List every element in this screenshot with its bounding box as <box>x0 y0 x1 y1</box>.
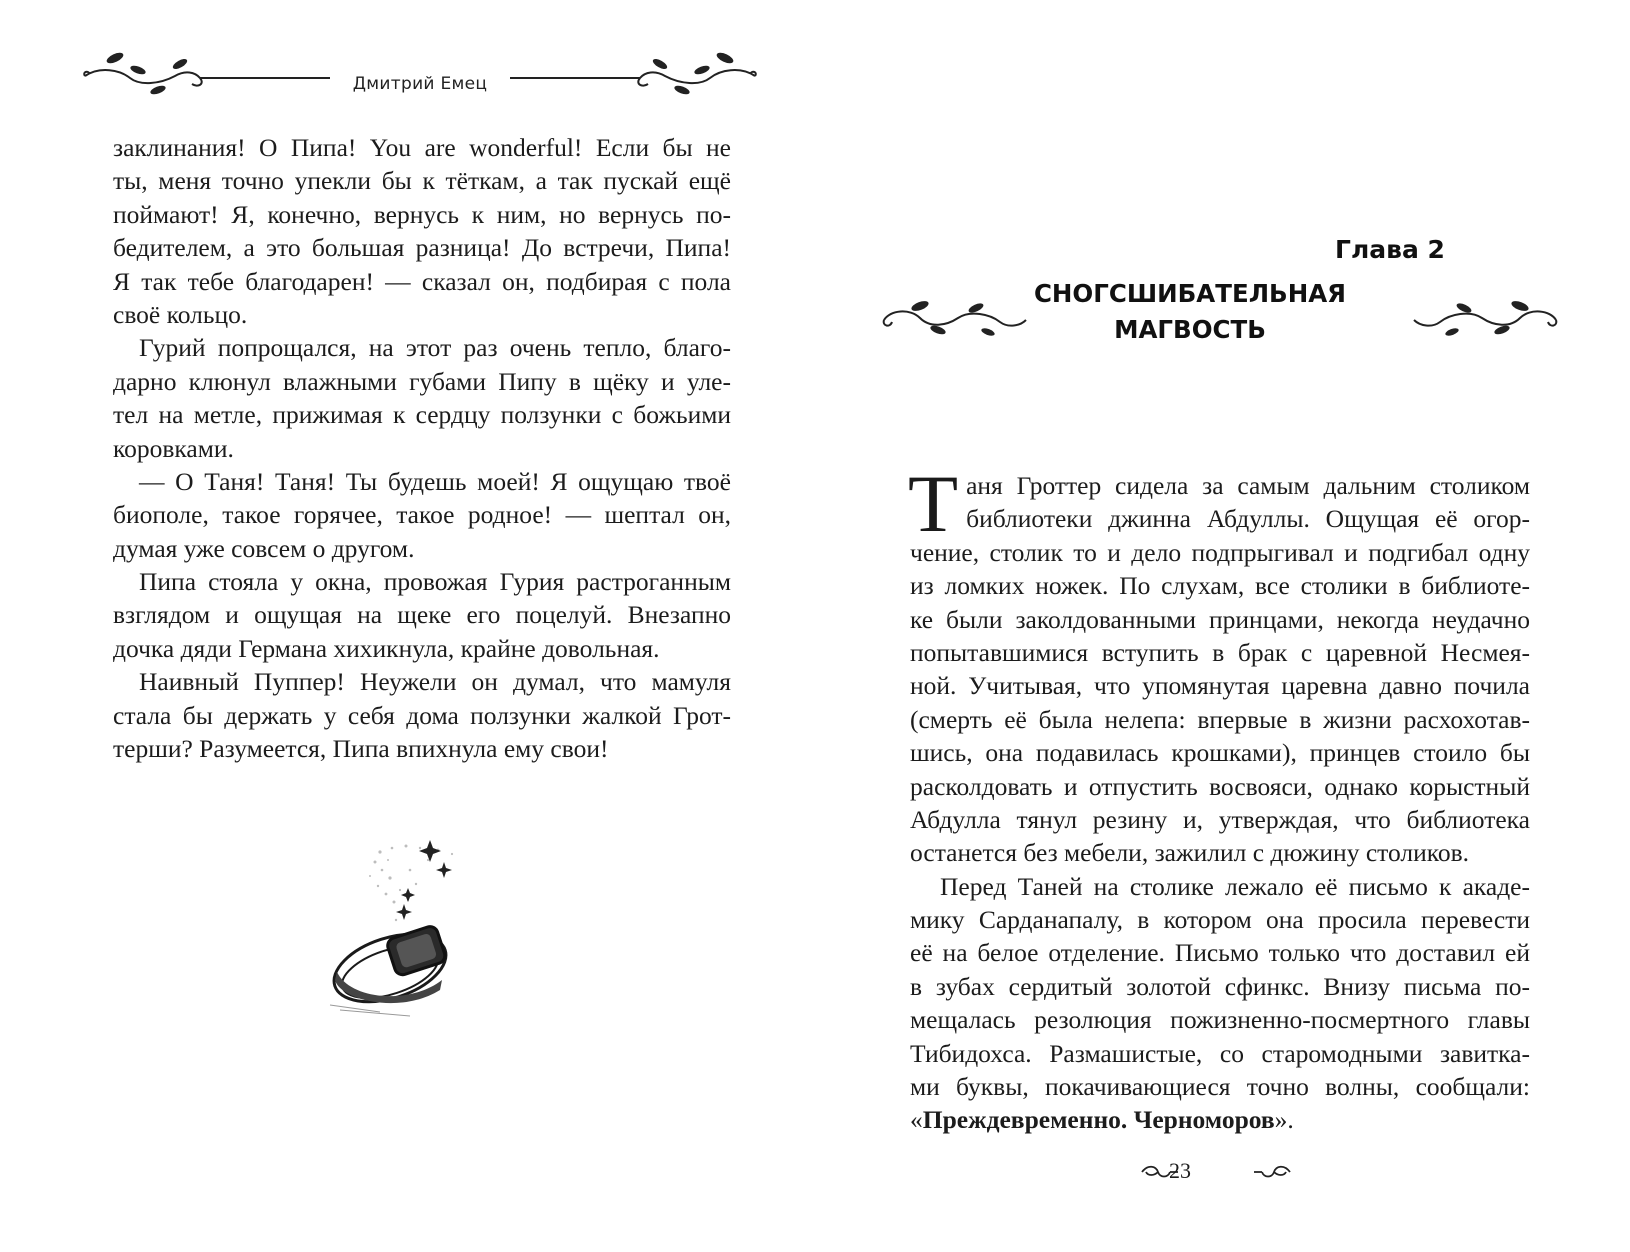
text-line: Гурий попрощался, на этот раз очень тепло, благо- <box>139 333 731 363</box>
text-line: в зубах сердитый золотой сфинкс. Внизу письма по- <box>910 971 1530 1001</box>
text-line: попытавшимися вступить в брак с царевной Несмея- <box>910 637 1530 667</box>
text-line: бедителем, а это большая разница! До встречи, Пипа! <box>113 233 731 263</box>
text-line: ке были заколдованными принцами, некогда неудачно <box>910 604 1530 634</box>
right-page-text <box>908 458 1530 1137</box>
text-line: библиотеки джинна Абдуллы. Ощущая её огор- <box>966 504 1530 534</box>
author-name: Дмитрий Емец <box>80 74 760 94</box>
text-line: дарно клюнул влажными губами Пипу в щёку и уле- <box>113 366 731 396</box>
text-line: мещалась резолюция пожизненно-посмертного главы <box>910 1005 1530 1035</box>
text-line: Я так тебе благодарен! — сказал он, подбирая с пола <box>113 266 731 296</box>
chapter-title <box>1000 276 1380 348</box>
text-line: биополе, такое горячее, такое родное! — шептал он, <box>113 500 731 530</box>
text-line: терши? Разумеется, Пипа впихнула ему свои! <box>113 734 609 764</box>
text-line: своё кольцо. <box>113 299 248 329</box>
text-line: Пипа стояла у окна, провожая Гурия растроганным <box>139 567 731 597</box>
text-line: шись, она подавилась крошками), принцев стоило бы <box>910 738 1530 768</box>
text-line: взглядом и ощущая на щеке его поцелуй. Внезапно <box>113 600 731 630</box>
quote-close: ». <box>1274 1105 1294 1135</box>
text-line: её на белое отделение. Письмо только что доставил ей <box>910 938 1530 968</box>
page-number-flourish-right <box>1252 1162 1292 1182</box>
text-line: ми буквы, покачивающиеся точно волны, сообщали: <box>910 1072 1530 1102</box>
text-line: останется без мебели, зажилил с дюжину столиков. <box>910 838 1469 868</box>
signature-quote: Преждевременно. Черноморов <box>922 1105 1275 1135</box>
text-line: Абдулла тянул резину и, утверждая, что библиотека <box>910 804 1530 834</box>
text-line: стала бы держать у себя дома ползунки жалкой Грот- <box>113 700 731 730</box>
chapter-ornament-right <box>1410 300 1560 340</box>
left-page-text <box>113 131 731 765</box>
text-line: Перед Таней на столике лежало её письмо к акаде- <box>940 871 1530 901</box>
quote-open: « <box>910 1105 923 1135</box>
text-line: расколдовать и отпустить восвояси, однако корыстный <box>910 771 1530 801</box>
drop-cap: Т <box>908 458 959 549</box>
text-line: (смерть её была нелепа: впервые в жизни расхохотав- <box>910 704 1530 734</box>
text-line: Наивный Пуппер! Неужели он думал, что мамуля <box>139 667 731 697</box>
text-line: Тибидохса. Размашистые, со старомодными завитка- <box>910 1038 1530 1068</box>
text-line: чение, столик то и дело подпрыгивал и подгибал одну <box>910 537 1530 567</box>
text-line: — О Таня! Таня! Ты будешь моей! Я ощущаю твоё <box>139 466 731 496</box>
chapter-title-line: СНОГСШИБАТЕЛЬНАЯ <box>1033 279 1347 308</box>
text-line: аня Гроттер сидела за самым дальним столиком <box>966 471 1530 500</box>
chapter-ornament-left <box>880 300 1030 340</box>
text-line: из ломких ножек. По слухам, все столики в библиоте- <box>910 571 1530 601</box>
chapter-title-line: МАГВОСТЬ <box>1114 315 1266 344</box>
text-line: поймают! Я, конечно, вернусь к ним, но вернусь по- <box>113 199 731 229</box>
text-line: дочка дяди Германа хихикнула, крайне довольная. <box>113 633 660 663</box>
text-line: мику Сарданапалу, в котором она просила перевести <box>910 905 1530 935</box>
quote-line <box>910 1103 1530 1136</box>
text-line: коровками. <box>113 433 234 463</box>
text-line: заклинания! О Пипа! You are wonderful! Если бы не <box>113 133 731 162</box>
chapter-label: Глава 2 <box>1335 235 1445 264</box>
page-number: 23 <box>1169 1158 1191 1183</box>
text-line: ной. Учитывая, что упомянутая царевна давно почила <box>910 671 1530 701</box>
running-header <box>80 48 760 108</box>
ring-illustration <box>320 840 500 1020</box>
text-line: думая уже совсем о другом. <box>113 533 415 563</box>
text-line: ты, меня точно упекли бы к тёткам, а так пускай ещё <box>113 166 731 196</box>
text-line: тел на метле, прижимая к сердцу ползунки с божьими <box>113 400 731 430</box>
